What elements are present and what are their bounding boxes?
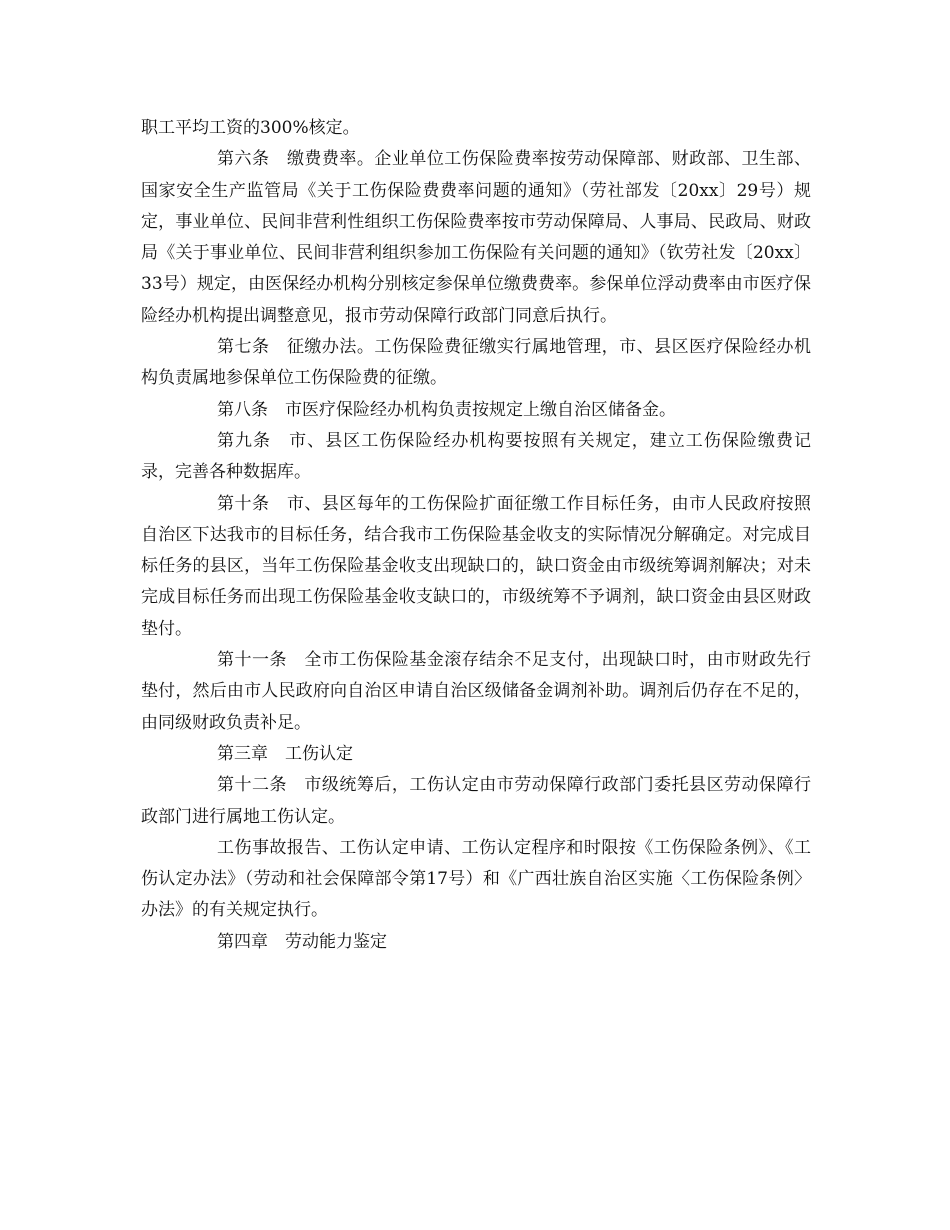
paragraph-article-9: 第九条 市、县区工伤保险经办机构要按照有关规定，建立工伤保险缴费记录，完善各种数据库。 [141,430,811,483]
paragraph: 职工平均工资的300%核定。 [141,118,360,138]
paragraph-article-12: 第十二条 市级统筹后，工伤认定由市劳动保障行政部门委托县区劳动保障行政部门进行属地工伤认定。 [141,775,811,827]
paragraph-article-12-detail: 工伤事故报告、工伤认定申请、工伤认定程序和时限按《工伤保险条例》、《工伤认定办法》（劳动和社会保障部令第17号）和《广西壮族自治区实施〈工伤保险条例〉办法》的有关规定执行。 [141,837,811,921]
paragraph-article-6: 第六条 缴费费率。企业单位工伤保险费率按劳动保障部、财政部、卫生部、国家安全生产监管局《关于工伤保险费费率问题的通知》（劳社部发〔20xx〕29号）规定，事业单位、民间非营利性组织工伤保险费率按市劳动保障局、人事局、民政局、财政局《关于事业单位、民间非营利组织参加工伤保险有关问题的通知》（钦劳社发〔20xx〕33号）规定，由医保经办机构分别核定参保单位缴费费率。参保单位浮动费率由市医疗保险经办机构提出调整意见，报市劳动保障行政部门同意后执行。 [141,149,811,326]
paragraph-article-8: 第八条 市医疗保险经办机构负责按规定上缴自治区储备金。 [217,399,676,420]
chapter-heading-4: 第四章 劳动能力鉴定 [217,931,387,952]
chapter-heading-3: 第三章 工伤认定 [217,743,353,764]
paragraph-article-7: 第七条 征缴办法。工伤保险费征缴实行属地管理，市、县区医疗保险经办机构负责属地参保单位工伤保险费的征缴。 [141,337,811,389]
document-page [141,113,811,958]
paragraph-article-10: 第十条 市、县区每年的工伤保险扩面征缴工作目标任务，由市人民政府按照自治区下达我市的目标任务，结合我市工伤保险基金收支的实际情况分解确定。对完成目标任务的县区，当年工伤保险基金收支出现缺口的，缺口资金由市级统筹调剂解决；对未完成目标任务而出现工伤保险基金收支缺口的，市级统筹不予调剂，缺口资金由县区财政垫付。 [141,493,811,639]
paragraph-article-11: 第十一条 全市工伤保险基金滚存结余不足支付，出现缺口时，由市财政先行垫付，然后由市人民政府向自治区申请自治区级储备金调剂补助。调剂后仍存在不足的，由同级财政负责补足。 [141,650,811,733]
